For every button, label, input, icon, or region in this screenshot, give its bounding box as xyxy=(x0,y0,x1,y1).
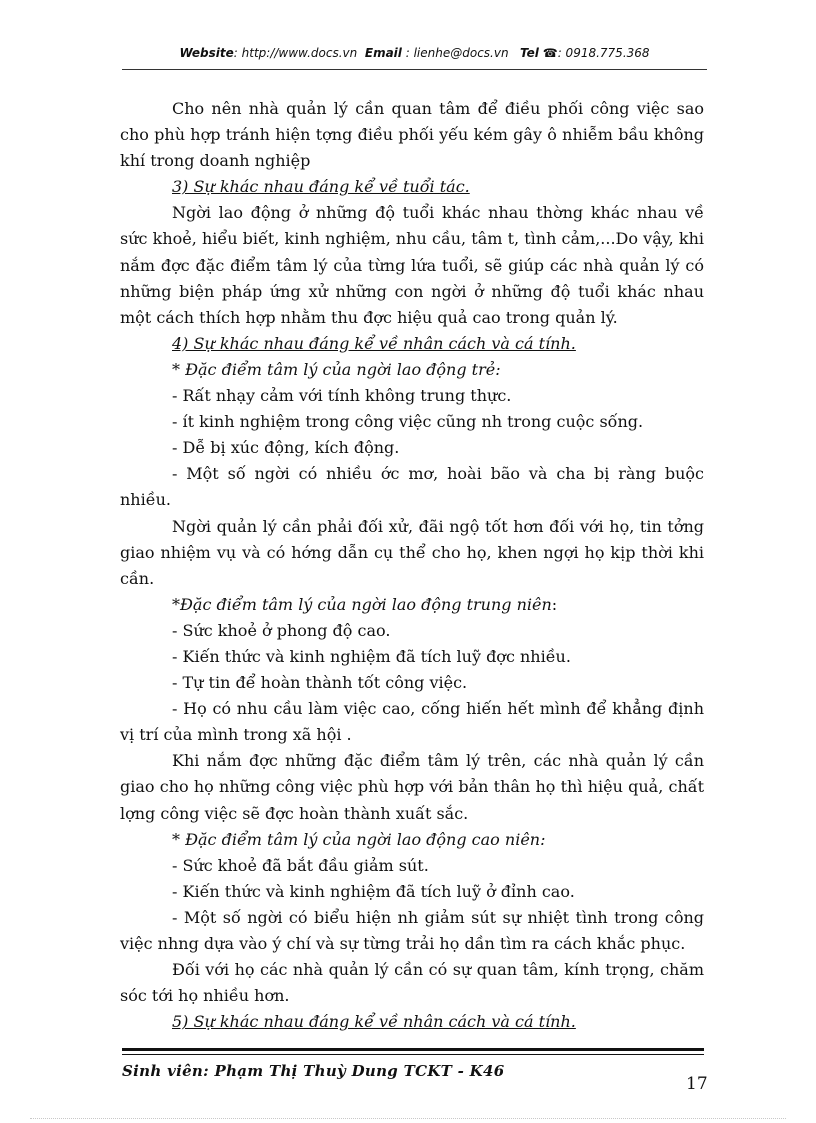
document-body xyxy=(120,96,704,1035)
list-item: - Dễ bị xúc động, kích động. xyxy=(172,438,400,458)
list-item: - Một số ngời có nhiều ớc mơ, hoài bão và cha bị ràng buộc nhiều. xyxy=(120,464,704,510)
list-item: - Sức khoẻ ở phong độ cao. xyxy=(172,620,391,640)
phone-icon: ☎ xyxy=(542,46,558,60)
young-workers-title: * Đặc điểm tâm lý của ngời lao động trẻ: xyxy=(172,359,501,379)
list-item: - Rất nhạy cảm với tính không trung thực. xyxy=(172,386,512,406)
paragraph-5: Đối với họ các nhà quản lý cần có sự quan tâm, kính trọng, chăm sóc tới họ nhiều hơn. xyxy=(120,960,704,1006)
tel-label: Tel xyxy=(520,46,539,60)
footer-author: Sinh viên: Phạm Thị Thuỳ Dung TCKT - K46 xyxy=(122,1062,505,1080)
paragraph-3: Ngời quản lý cần phải đối xử, đãi ngộ tốt hơn đối với họ, tin tởng giao nhiệm vụ và có hớng dẫn cụ thể cho họ, khen ngợi họ kịp thời khi cần. xyxy=(120,516,704,588)
email-value: : lienhe@docs.vn xyxy=(405,46,509,60)
section-heading-3: 3) Sự khác nhau đáng kể về tuổi tác. xyxy=(172,177,470,197)
section-heading-4: 4) Sự khác nhau đáng kể về nhân cách và cá tính. xyxy=(172,333,576,353)
elderly-workers-title: * Đặc điểm tâm lý của ngời lao động cao niên: xyxy=(172,829,546,849)
tel-value: : 0918.775.368 xyxy=(557,46,650,60)
paragraph-1: Cho nên nhà quản lý cần quan tâm để điều phối công việc sao cho phù hợp tránh hiện tợng điều phối yếu kém gây ô nhiễm bầu không khí trong doanh nghiệp xyxy=(120,99,704,171)
website-label: Website xyxy=(179,46,234,60)
list-item: - Họ có nhu cầu làm việc cao, cống hiến hết mình để khẳng định vị trí của mình trong xã hội . xyxy=(120,699,704,745)
footer-rule-thin xyxy=(122,1054,704,1055)
website-value: : http://www.docs.vn xyxy=(233,46,358,60)
list-item: - ít kinh nghiệm trong công việc cũng nh trong cuộc sống. xyxy=(172,412,644,432)
page-header xyxy=(122,46,707,60)
middle-title-colon: : xyxy=(551,594,558,614)
section-heading-5: 5) Sự khác nhau đáng kể về nhân cách và cá tính. xyxy=(172,1012,576,1032)
footer-rule-thick xyxy=(122,1048,704,1051)
page-edge-line xyxy=(30,1118,786,1119)
middle-aged-workers-title xyxy=(120,592,704,618)
list-item: - Kiến thức và kinh nghiệm đã tích luỹ đợc nhiều. xyxy=(172,646,571,666)
email-label: Email xyxy=(364,46,402,60)
middle-title-text: *Đặc điểm tâm lý của ngời lao động trung niên xyxy=(172,594,552,614)
paragraph-2: Ngời lao động ở những độ tuổi khác nhau thờng khác nhau về sức khoẻ, hiểu biết, kinh nghiệm, nhu cầu, tâm t, tình cảm,...Do vậy, khi nắm đợc đặc điểm tâm lý của từng lứa tuổi, sẽ giúp các nhà quản lý có những biện pháp ứng xử những con ngời ở những độ tuổi khác nhau một cách thích hợp nhằm thu đợc hiệu quả cao trong quản lý. xyxy=(120,203,704,327)
header-rule xyxy=(122,69,707,70)
list-item: - Kiến thức và kinh nghiệm đã tích luỹ ở đỉnh cao. xyxy=(172,881,575,901)
list-item: - Tự tin để hoàn thành tốt công việc. xyxy=(172,673,468,693)
paragraph-4: Khi nắm đợc những đặc điểm tâm lý trên, các nhà quản lý cần giao cho họ những công việc phù hợp với bản thân họ thì hiệu quả, chất lợng công việc sẽ đợc hoàn thành xuất sắc. xyxy=(120,751,704,823)
list-item: - Sức khoẻ đã bắt đầu giảm sút. xyxy=(172,855,429,875)
list-item: - Một số ngời có biểu hiện nh giảm sút sự nhiệt tình trong công việc nhng dựa vào ý chí và sự từng trải họ dần tìm ra cách khắc phục. xyxy=(120,907,704,953)
page-number: 17 xyxy=(686,1074,708,1094)
